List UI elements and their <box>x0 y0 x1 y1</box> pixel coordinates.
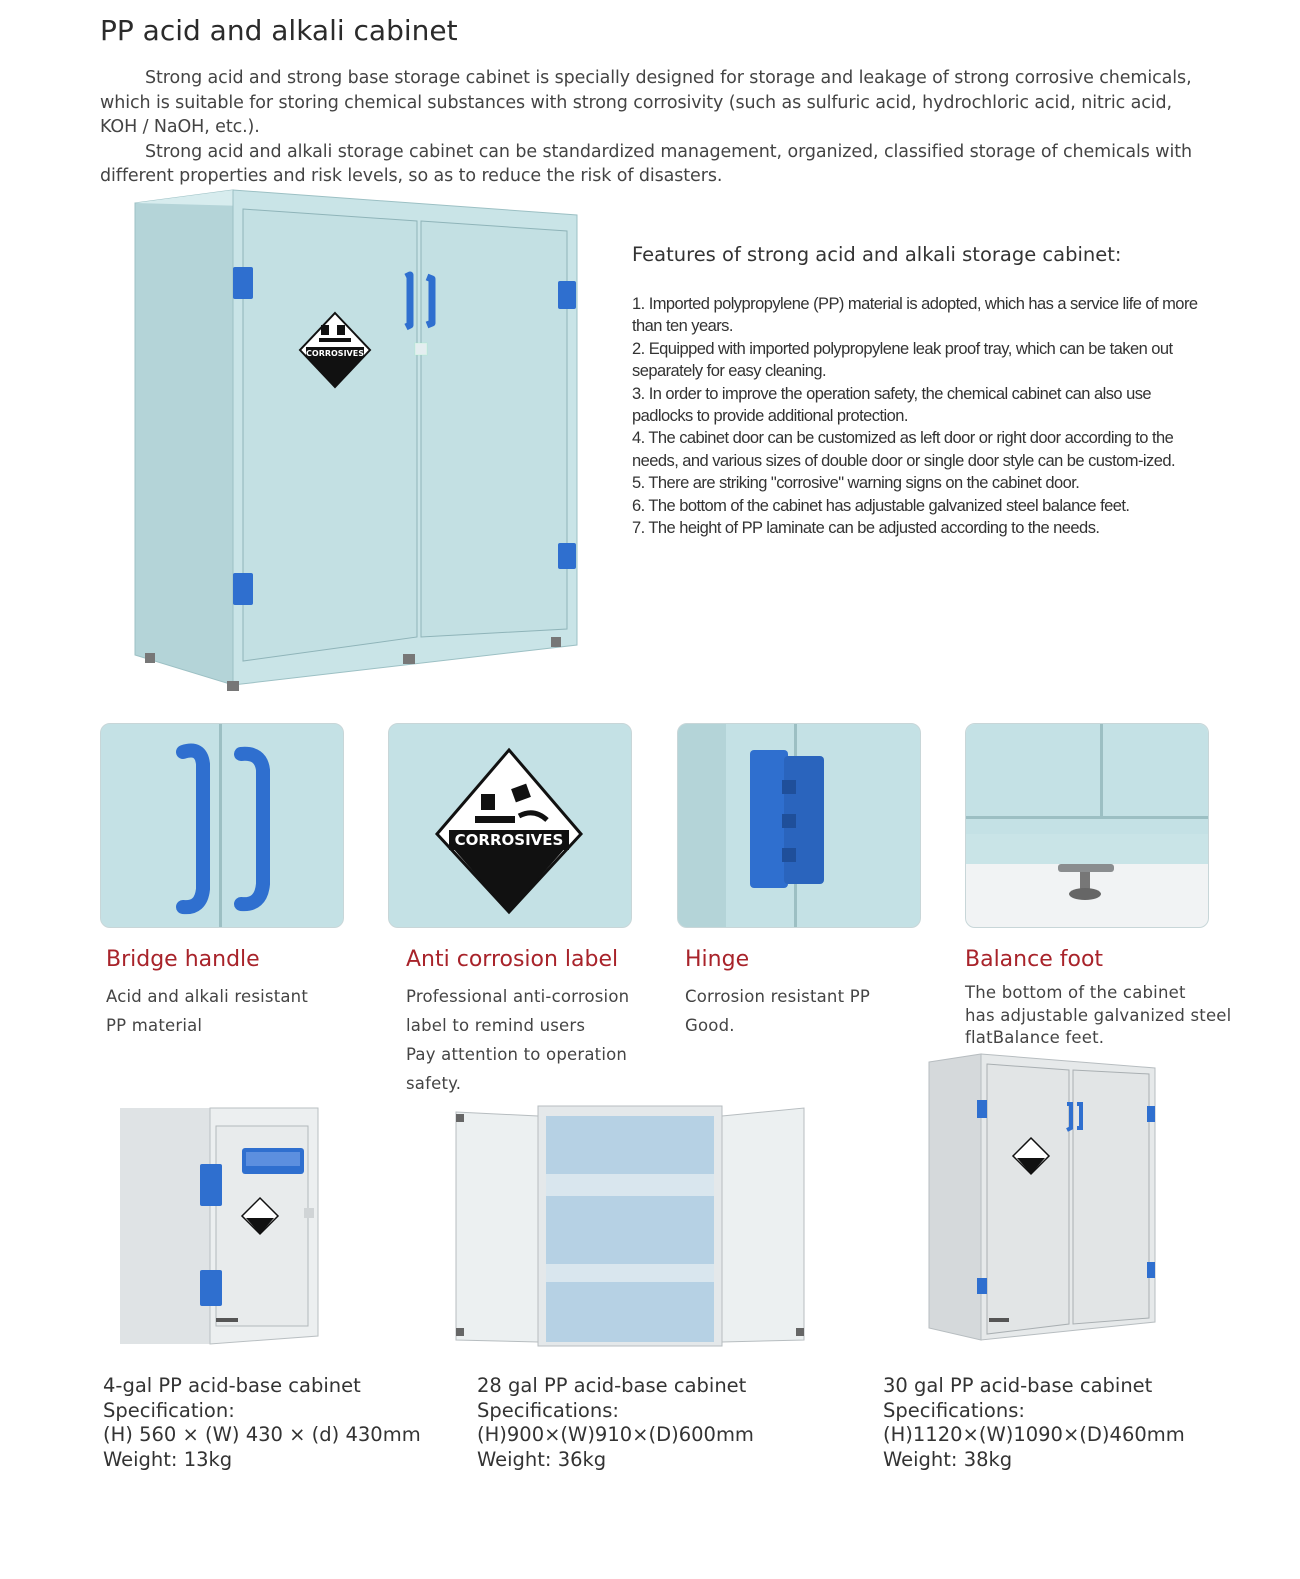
product-30gal <box>883 1374 1185 1472</box>
product-spec: (H)900×(W)910×(D)600mm <box>477 1423 754 1446</box>
hinge-photo <box>677 723 921 928</box>
product-spec-label: Specifications: <box>883 1398 1025 1422</box>
product-weight: Weight: 38kg <box>883 1447 1013 1471</box>
intro-paragraph-2: Strong acid and alkali storage cabinet can be standardized management, organized, classified storage of chemicals with different properties and risk levels, so as to reduce the risk of disasters. <box>100 141 1192 186</box>
hinge-bottom-left <box>233 573 253 605</box>
detail-desc-anti-corrosion <box>406 982 629 1098</box>
detail-desc-bridge-handle <box>106 982 308 1040</box>
bridge-handle-icon <box>101 724 343 927</box>
foot <box>551 637 561 647</box>
balance-foot-icon <box>966 724 1208 927</box>
lock-knob <box>415 343 427 355</box>
detail-label-text: CORROSIVES <box>454 831 564 849</box>
feature-item: 4. The cabinet door can be customized as left door or right door according to the needs, and various sizes of double door or single door style can be custom-ized. <box>632 429 1175 470</box>
page-title: PP acid and alkali cabinet <box>100 14 458 47</box>
foot <box>145 653 155 663</box>
detail-line: The bottom of the cabinet <box>965 983 1186 1002</box>
detail-title-bridge-handle: Bridge handle <box>106 947 260 972</box>
features-list <box>632 293 1212 539</box>
detail-desc-hinge <box>685 982 870 1040</box>
product-spec: (H)1120×(W)1090×(D)460mm <box>883 1423 1185 1446</box>
detail-desc-balance-foot <box>965 982 1231 1050</box>
detail-line: flatBalance feet. <box>965 1028 1105 1047</box>
foot <box>403 654 415 664</box>
detail-title-balance-foot: Balance foot <box>965 947 1104 972</box>
corrosive-label-photo <box>388 723 632 928</box>
features-title: Features of strong acid and alkali storage cabinet: <box>632 243 1122 266</box>
cabinet-left-door <box>243 209 417 661</box>
intro-paragraph-1: Strong acid and strong base storage cabinet is specially designed for storage and leakage of strong corrosive chemicals, which is suitable for storing chemical substances with strong corrosivity (such as sulfuric acid, hydrochloric acid, nitric acid, KOH / NaOH, etc.). <box>100 68 1192 137</box>
cabinet-right-door <box>421 221 567 637</box>
detail-line: has adjustable galvanized steel <box>965 1005 1232 1025</box>
left-handle <box>406 275 410 327</box>
product-weight: Weight: 13kg <box>103 1447 233 1471</box>
product-image-4gal <box>118 1104 323 1354</box>
product-weight: Weight: 36kg <box>477 1447 607 1471</box>
detail-line: Corrosion resistant PP <box>685 987 871 1006</box>
product-spec-label: Specifications: <box>477 1398 619 1422</box>
feature-item: 1. Imported polypropylene (PP) material is adopted, which has a service life of more than ten years. <box>632 295 1198 336</box>
main-cabinet-label-text: CORROSIVES <box>306 349 364 358</box>
corrosive-label-icon <box>389 724 631 927</box>
product-name: 30 gal PP acid-base cabinet <box>883 1374 1153 1397</box>
main-cabinet-image <box>125 185 585 695</box>
detail-line: PP material <box>106 1016 203 1035</box>
feature-item: 5. There are striking "corrosive" warning signs on the cabinet door. <box>632 474 1080 493</box>
intro-text <box>100 66 1210 189</box>
detail-line: Professional anti-corrosion <box>406 987 630 1006</box>
detail-title-hinge: Hinge <box>685 947 750 972</box>
feature-item: 6. The bottom of the cabinet has adjustable galvanized steel balance feet. <box>632 496 1130 515</box>
hinge-top-left <box>233 267 253 299</box>
cabinet-illustration <box>125 185 585 695</box>
feature-item: 3. In order to improve the operation safety, the chemical cabinet can also use padlocks to provide additional protection. <box>632 384 1152 426</box>
detail-line: label to remind users <box>406 1016 586 1035</box>
product-4gal <box>103 1374 421 1472</box>
feature-item: 2. Equipped with imported polypropylene leak proof tray, which can be taken out separately for easy cleaning. <box>632 339 1173 381</box>
product-spec-label: Specification: <box>103 1398 235 1422</box>
product-name: 4-gal PP acid-base cabinet <box>103 1374 361 1397</box>
balance-foot-photo <box>965 723 1209 928</box>
cabinet-30gal-icon <box>925 1052 1160 1342</box>
product-image-30gal <box>925 1052 1160 1342</box>
foot <box>227 681 239 691</box>
detail-line: safety. <box>406 1074 462 1093</box>
hinge-bottom-right <box>558 543 576 569</box>
cabinet-4gal-icon <box>118 1104 323 1354</box>
bridge-handle-photo <box>100 723 344 928</box>
cabinet-side-panel <box>135 190 233 685</box>
detail-line: Acid and alkali resistant <box>106 987 309 1006</box>
feature-item: 7. The height of PP laminate can be adjusted according to the needs. <box>632 519 1100 538</box>
detail-title-anti-corrosion: Anti corrosion label <box>406 947 619 972</box>
cabinet-28gal-icon <box>452 1104 807 1356</box>
product-name: 28 gal PP acid-base cabinet <box>477 1374 747 1397</box>
hinge-top-right <box>558 281 576 309</box>
product-spec: (H) 560 × (W) 430 × (d) 430mm <box>103 1423 421 1446</box>
product-28gal <box>477 1374 754 1472</box>
product-image-28gal <box>452 1104 807 1356</box>
hinge-icon <box>678 724 920 927</box>
detail-line: Good. <box>685 1016 735 1035</box>
detail-line: Pay attention to operation <box>406 1045 628 1064</box>
